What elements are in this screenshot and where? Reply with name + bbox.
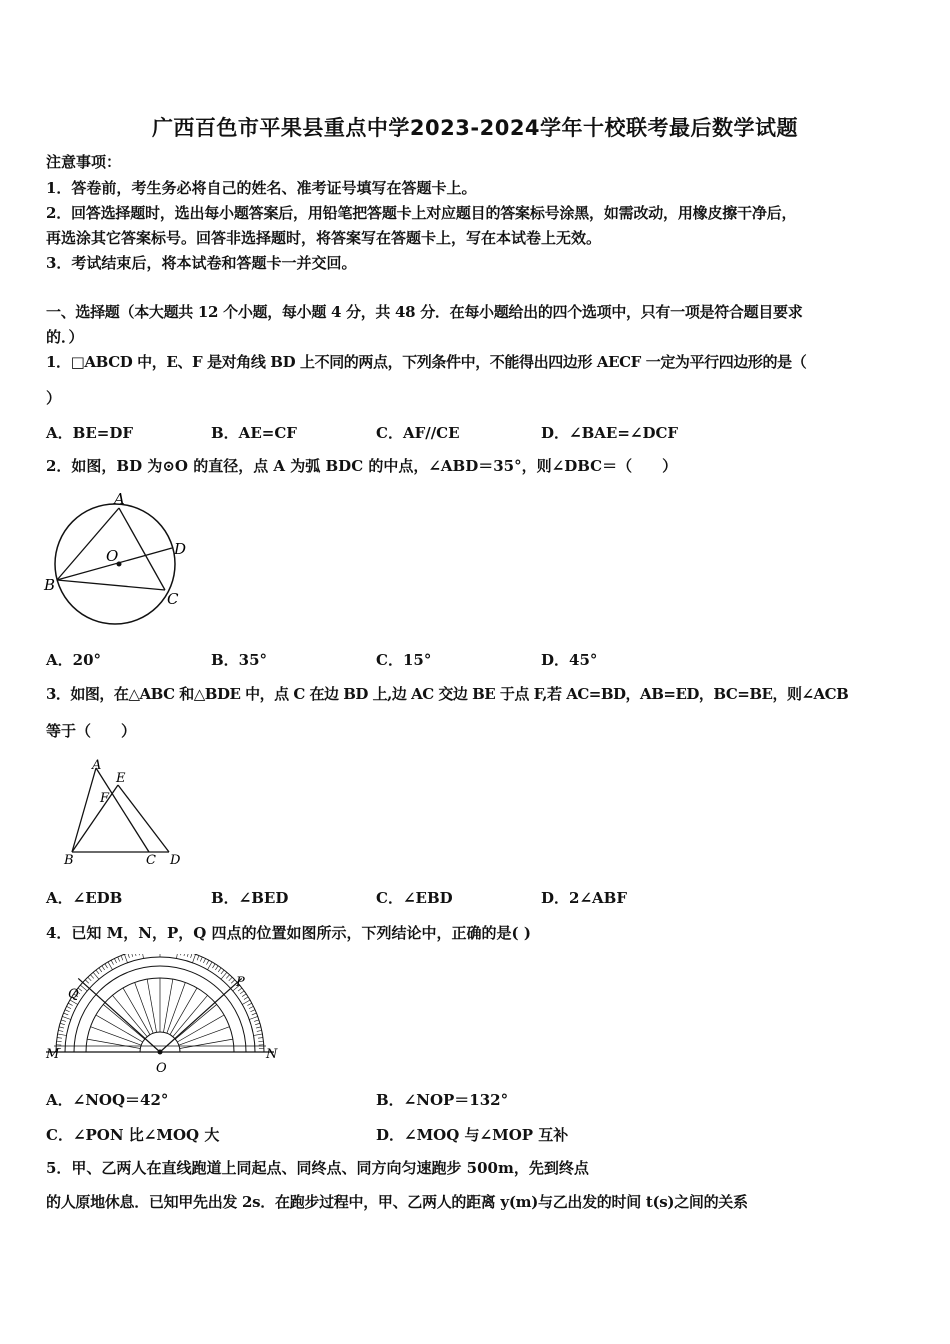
scale-tick	[114, 959, 116, 963]
label-n: N	[266, 1047, 278, 1062]
notice-item-3: 3．考试结束后，将本试卷和答题卡一并交回。	[46, 254, 357, 272]
scale-tick	[68, 1003, 72, 1005]
q2-option-a: A．20°	[46, 651, 102, 669]
scale-tick	[249, 1016, 257, 1019]
notice-heading: 注意事项：	[46, 153, 122, 171]
scale-tick	[206, 960, 208, 964]
segment-bc	[57, 580, 165, 590]
q4-option-b: B．∠NOP＝132°	[376, 1091, 509, 1109]
scale-tick	[176, 954, 178, 958]
q3-option-b: B．∠BED	[211, 889, 289, 907]
q2-circle-figure	[40, 488, 200, 638]
q1-option-c: C．AF//CE	[376, 424, 460, 442]
page-title: 广西百色市平果县重点中学2023-2024学年十校联考最后数学试题	[151, 116, 799, 140]
label-c: C	[167, 590, 179, 608]
segment-be	[72, 785, 118, 852]
q4-option-a: A．∠NOQ＝42°	[46, 1091, 169, 1109]
scale-tick	[215, 966, 218, 970]
label-m: M	[46, 1047, 60, 1062]
q4-option-d: D．∠MOQ 与∠MOP 互补	[376, 1126, 569, 1144]
q3-stem-2: 等于（ ）	[46, 722, 137, 740]
label-f: F	[100, 791, 110, 806]
q1-stem-1: 1．□ABCD 中，E、F 是对角线 BD 上不同的两点，下列条件中，不能得出四边形 AECF 一定为平行四边形的是（	[46, 353, 807, 371]
scale-tick	[258, 1041, 263, 1042]
section-heading-2: 的．）	[46, 328, 84, 346]
scale-tick	[231, 980, 235, 983]
scale-tick	[99, 968, 102, 972]
scale-tick	[64, 1013, 69, 1015]
radial-line	[87, 1039, 140, 1048]
q4-option-c: C．∠PON 比∠MOQ 大	[46, 1126, 220, 1144]
scale-tick	[85, 980, 89, 983]
label-c: C	[146, 853, 156, 868]
scale-tick	[131, 954, 132, 957]
q3-triangle-figure	[56, 756, 186, 868]
section-heading-1: 一、选择题（本大题共 12 个小题，每小题 4 分，共 48 分．在每小题给出的四个选项中，只有一项是符合题目要求	[46, 303, 803, 321]
radial-line	[177, 1015, 224, 1042]
label-d: D	[174, 540, 187, 558]
scale-tick	[254, 1034, 263, 1036]
q1-option-d: D．∠BAE=∠DCF	[541, 424, 679, 442]
radial-line	[163, 979, 172, 1032]
q5-stem-2: 的人原地休息．已知甲先出发 2s．在跑步过程中，甲、乙两人的距离 y(m)与乙出发的时间 t(s)之间的关系	[46, 1193, 748, 1211]
label-e: E	[116, 771, 126, 786]
scale-tick	[61, 1020, 66, 1022]
scale-tick	[67, 1006, 71, 1008]
q3-option-a: A．∠EDB	[46, 889, 123, 907]
notice-item-2b: 再选涂其它答案标号。回答非选择题时，将答案写在答题卡上，写在本试卷上无效。	[46, 229, 602, 247]
label-o: O	[156, 1061, 167, 1076]
q4-stem: 4．已知 M，N，P，Q 四点的位置如图所示，下列结论中，正确的是( )	[46, 924, 531, 942]
scale-tick	[250, 1010, 255, 1012]
scale-tick	[57, 1038, 62, 1039]
q1-stem-2: ）	[46, 389, 62, 407]
scale-tick	[142, 954, 144, 958]
scale-tick	[256, 1027, 261, 1028]
scale-tick	[254, 1020, 259, 1022]
segment-ac	[119, 508, 165, 590]
q1-option-b: B．AE=CF	[211, 424, 297, 442]
scale-tick	[242, 1000, 250, 1005]
radial-line	[170, 988, 197, 1035]
scale-tick	[88, 977, 91, 981]
scale-tick	[244, 997, 248, 1000]
scale-tick	[242, 994, 246, 997]
label-b: B	[44, 576, 56, 594]
scale-tick	[62, 1016, 70, 1019]
scale-tick	[90, 975, 93, 979]
q2-option-b: B．35°	[211, 651, 268, 669]
q1-option-a: A．BE=DF	[46, 424, 133, 442]
ray-oq	[78, 978, 160, 1052]
scale-tick	[200, 957, 202, 962]
scale-tick	[65, 1010, 70, 1012]
notice-item-2a: 2．回答选择题时，选出每小题答案后，用铅笔把答题卡上对应题目的答案标号涂黑，如需改动，用橡皮擦干净后，	[46, 204, 797, 222]
q2-stem: 2．如图，BD 为⊙O 的直径，点 A 为弧 BDC 的中点，∠ABD＝35°，则∠DBC＝（ ）	[46, 457, 678, 475]
label-q: Q	[68, 987, 79, 1002]
radial-line	[96, 1015, 143, 1042]
scale-tick	[192, 954, 195, 962]
scale-tick	[58, 1034, 67, 1036]
scale-tick	[135, 954, 136, 956]
scale-tick	[57, 1041, 62, 1042]
radial-line	[180, 1039, 233, 1048]
label-p: P	[236, 975, 245, 990]
segment-ba	[57, 508, 119, 580]
notice-item-1: 1．答卷前，考生务必将自己的姓名、准考证号填写在答题卡上。	[46, 179, 477, 197]
scale-tick	[96, 970, 99, 974]
ray-op	[160, 978, 242, 1052]
q3-stem-1: 3．如图，在△ABC 和△BDE 中，点 C 在边 BD 上,边 AC 交边 BE 于点 F,若 AC=BD，AB=ED，BC=BE，则∠ACB	[46, 685, 849, 703]
scale-tick	[187, 954, 188, 957]
scale-tick	[111, 960, 113, 964]
scale-tick	[197, 956, 199, 961]
scale-tick	[108, 962, 113, 970]
scale-tick	[252, 1013, 257, 1015]
q2-option-d: D．45°	[541, 651, 598, 669]
label-a: A	[114, 490, 125, 508]
scale-tick	[105, 964, 108, 968]
scale-tick	[93, 972, 99, 979]
label-b: B	[64, 853, 74, 868]
scale-tick	[255, 1023, 260, 1024]
segment-ab	[72, 768, 96, 852]
scale-tick	[102, 966, 105, 970]
q3-option-d: D．2∠ABF	[541, 889, 627, 907]
scale-tick	[121, 956, 123, 961]
scale-tick	[221, 970, 224, 974]
scale-tick	[184, 954, 185, 956]
scale-tick	[58, 1030, 63, 1031]
scale-tick	[212, 964, 215, 968]
scale-tick	[240, 991, 244, 994]
radial-line	[147, 979, 156, 1032]
scale-tick	[208, 962, 213, 970]
label-a: A	[92, 758, 102, 773]
q3-option-c: C．∠EBD	[376, 889, 453, 907]
protractor	[46, 954, 274, 1055]
scale-tick	[118, 957, 120, 962]
radial-line	[123, 988, 150, 1035]
q2-option-c: C．15°	[376, 651, 432, 669]
scale-tick	[191, 954, 193, 958]
scale-tick	[226, 975, 229, 979]
scale-tick	[257, 1030, 262, 1031]
scale-tick	[229, 977, 232, 981]
q4-protractor-figure	[40, 954, 290, 1076]
label-d: D	[170, 853, 181, 868]
scale-tick	[138, 954, 139, 955]
segment-ed	[118, 785, 169, 852]
scale-tick	[258, 1038, 263, 1039]
scale-tick	[203, 959, 205, 963]
scale-tick	[247, 1003, 251, 1005]
center-point	[158, 1050, 163, 1055]
scale-tick	[221, 972, 227, 979]
scale-tick	[124, 954, 127, 962]
scale-tick	[181, 954, 182, 955]
label-o: O	[106, 547, 119, 565]
scale-tick	[218, 968, 221, 972]
q5-stem-1: 5．甲、乙两人在直线跑道上同起点、同终点、同方向匀速跑步 500m，先到终点	[46, 1159, 589, 1177]
scale-tick	[60, 1023, 65, 1024]
scale-tick	[128, 954, 130, 958]
scale-tick	[249, 1006, 253, 1008]
scale-tick	[59, 1027, 64, 1028]
